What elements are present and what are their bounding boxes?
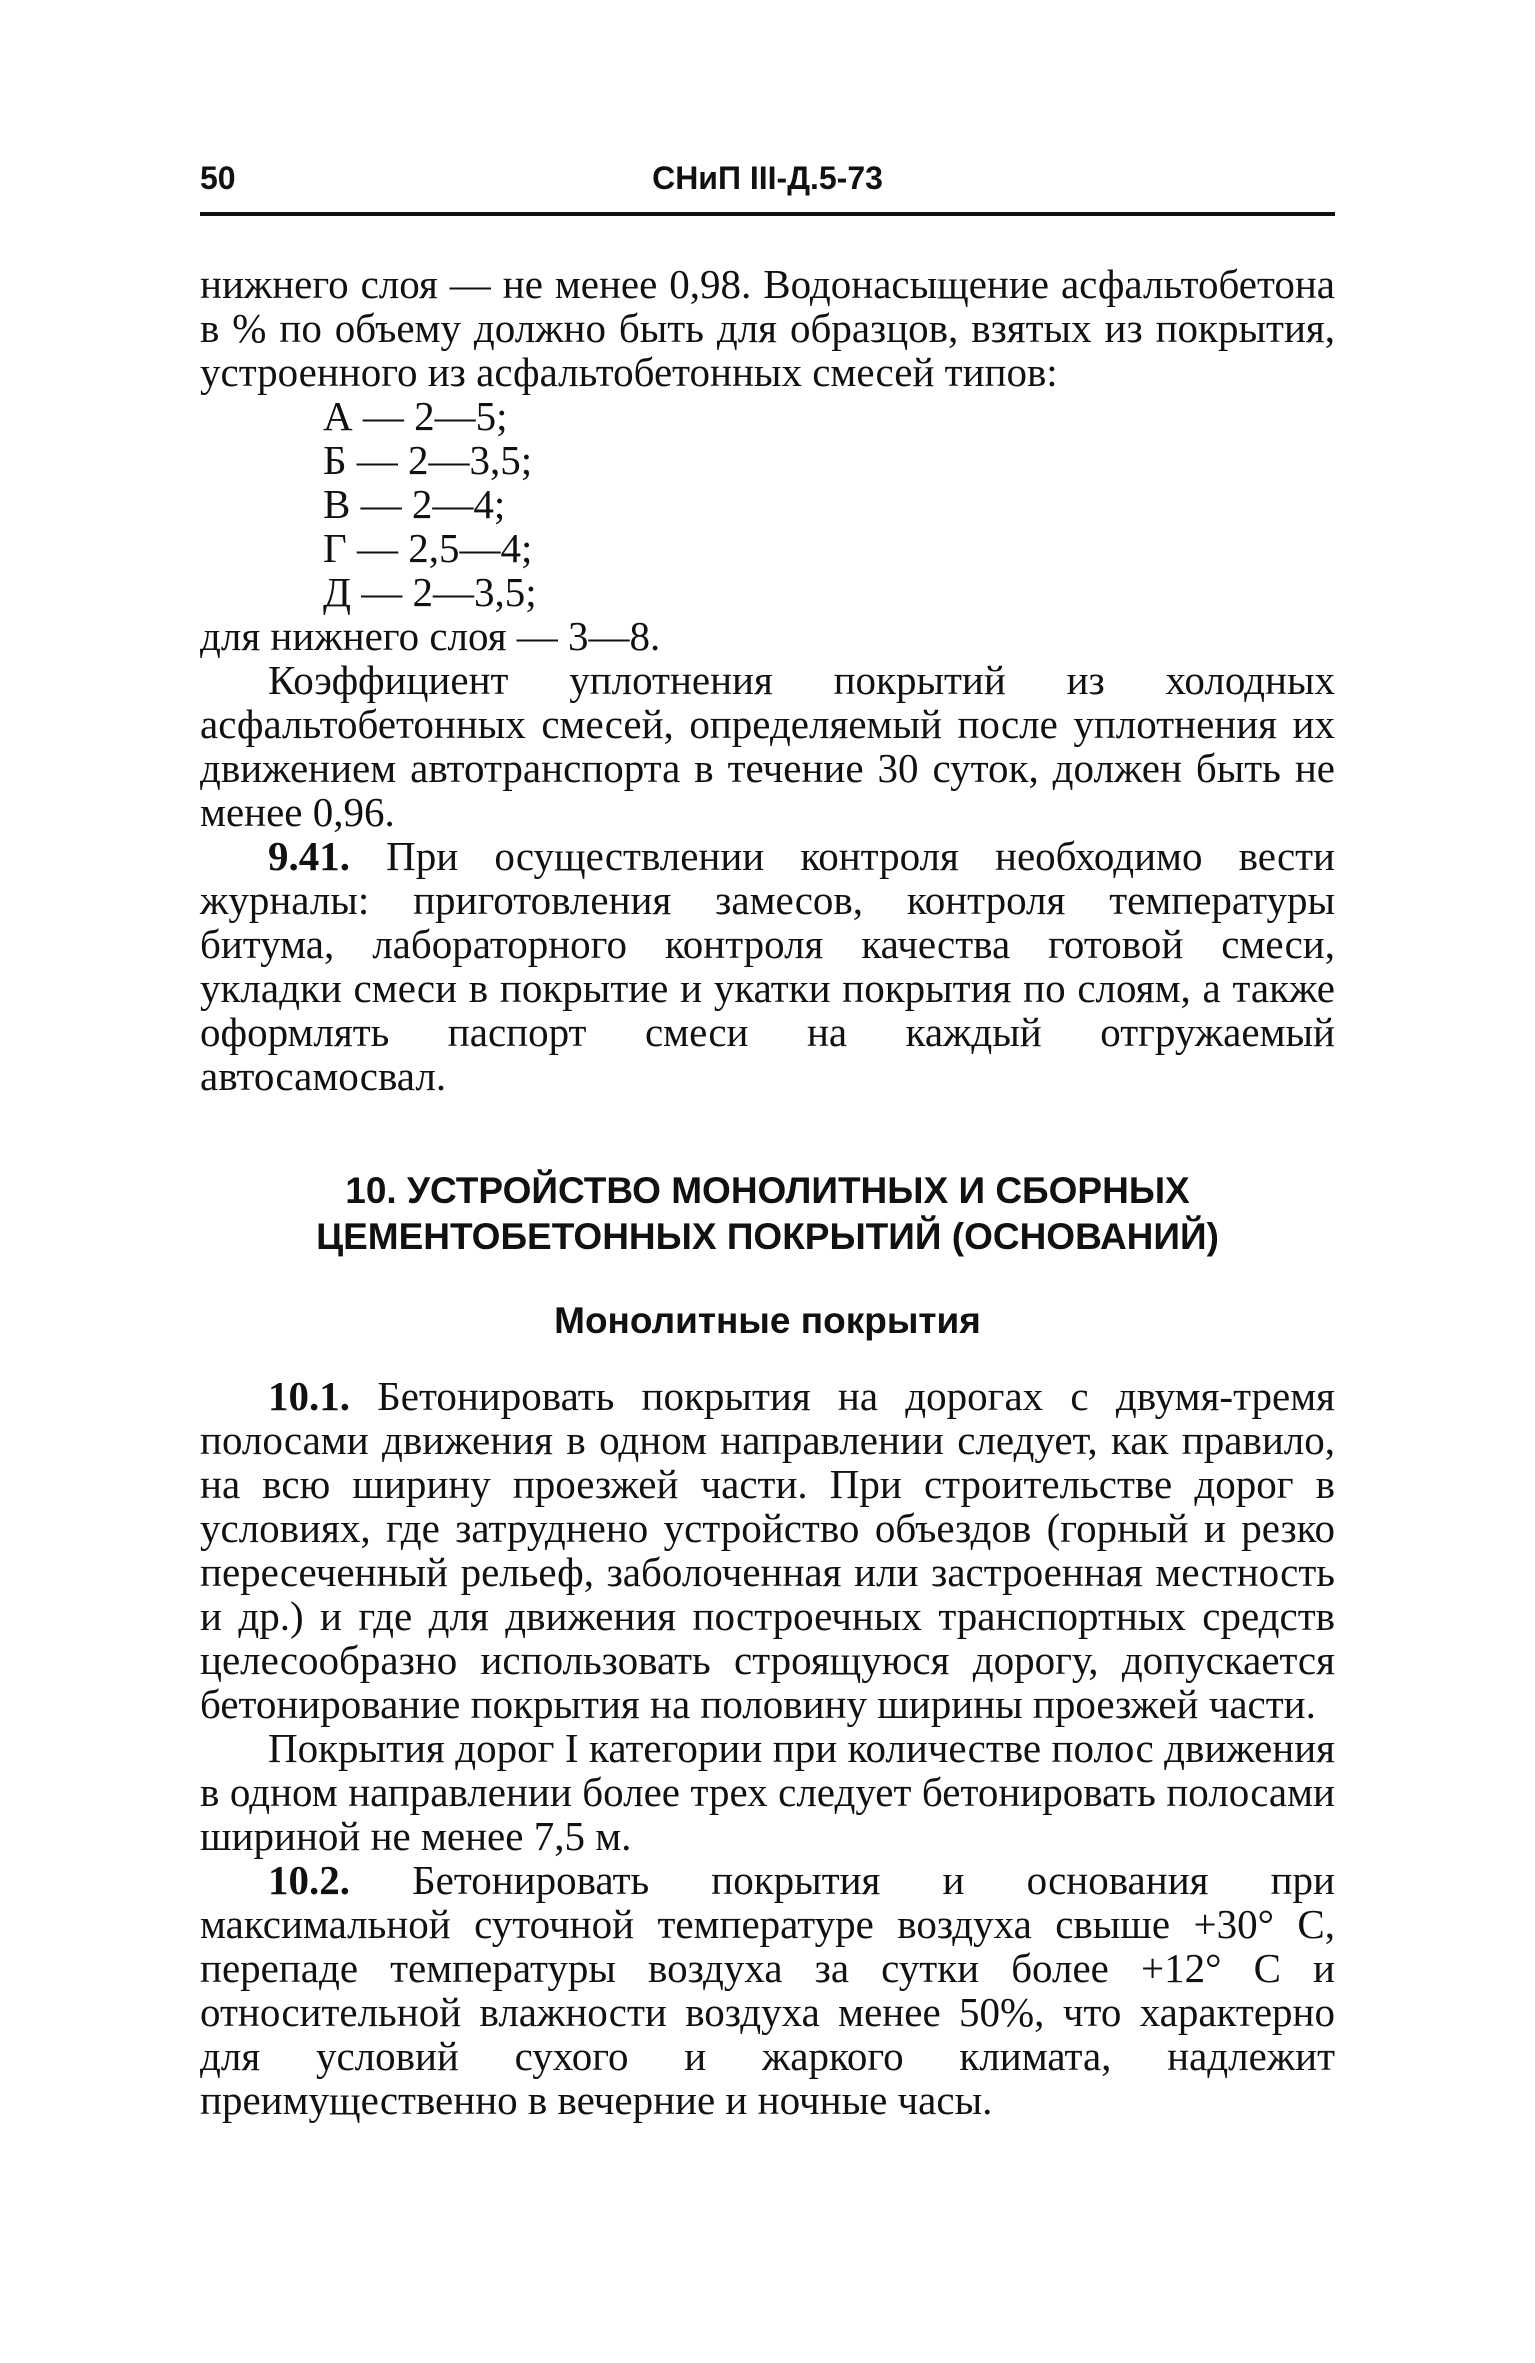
subsection-title: Монолитные покрытия bbox=[554, 1300, 981, 1341]
paragraph: Коэффициент уплотнения покрытий из холодных асфальтобетонных смесей, определяемый после уплотнения их движением автотранспорта в течение 30 суток, должен быть не менее 0,96. bbox=[200, 657, 1335, 835]
list-item: А — 2—5; bbox=[323, 393, 508, 439]
paragraph-9-41 bbox=[200, 834, 1335, 1098]
section-title-line: ЦЕМЕНТОБЕТОННЫХ ПОКРЫТИЙ (ОСНОВАНИЙ) bbox=[316, 1216, 1219, 1257]
clause-text: Бетонировать покрытия на дорогах с двумя-тремя полосами движения в одном направлении следует, как правило, на всю ширину проезжей части. При строительстве дорог в условиях, где затруднено устройство объездов (горный и резко пересеченный рельеф, заболоченная или застроенная местность и др.) и где для движения построечных транспортных средств целесообразно использовать строящуюся дорогу, допускается бетонирование покрытия на половину ширины проезжей части. bbox=[200, 1373, 1336, 1727]
document-code: СНиП III-Д.5-73 bbox=[652, 160, 883, 196]
paragraph-10-1 bbox=[200, 1374, 1335, 1726]
clause-text: Бетонировать покрытия и основания при максимальной суточной температуре воздуха свыше +30° С, перепаде температуры воздуха за сутки более +12° С и относительной влажности воздуха менее 50%, что характерно для условий сухого и жаркого климата, надлежит преимущественно в вечерние и ночные часы. bbox=[200, 1857, 1335, 2123]
type-list bbox=[323, 394, 1335, 614]
clause-number: 10.1. bbox=[268, 1373, 350, 1419]
paragraph: Покрытия дорог I категории при количестве полос движения в одном направлении более трех следует бетонировать полосами шириной не менее 7,5 м. bbox=[200, 1725, 1335, 1859]
header-divider bbox=[200, 212, 1335, 216]
paragraph: нижнего слоя — не менее 0,98. Водонасыщение асфальтобетона в % по объему должно быть для образцов, взятых из покрытия, устроенного из асфальтобетонных смесей типов: bbox=[200, 261, 1335, 395]
list-item: В — 2—4; bbox=[323, 481, 506, 527]
page-number: 50 bbox=[200, 160, 236, 196]
section-title-line: 10. УСТРОЙСТВО МОНОЛИТНЫХ И СБОРНЫХ bbox=[345, 1170, 1190, 1211]
clause-number: 10.2. bbox=[268, 1857, 350, 1903]
list-item: Д — 2—3,5; bbox=[323, 569, 537, 615]
list-item: Б — 2—3,5; bbox=[323, 437, 533, 483]
list-item: Г — 2,5—4; bbox=[323, 525, 533, 571]
page-header bbox=[200, 160, 1335, 200]
clause-text: При осуществлении контроля необходимо вести журналы: приготовления замесов, контроля температуры битума, лабораторного контроля качества готовой смеси, укладки смеси в покрытие и укатки покрытия по слоям, а также оформлять паспорт смеси на каждый отгружаемый автосамосвал. bbox=[200, 833, 1336, 1099]
paragraph: для нижнего слоя — 3—8. bbox=[200, 613, 661, 659]
section-title bbox=[200, 1168, 1335, 1260]
document-body bbox=[200, 262, 1335, 2122]
clause-number: 9.41. bbox=[268, 833, 350, 879]
paragraph-10-2 bbox=[200, 1858, 1335, 2122]
